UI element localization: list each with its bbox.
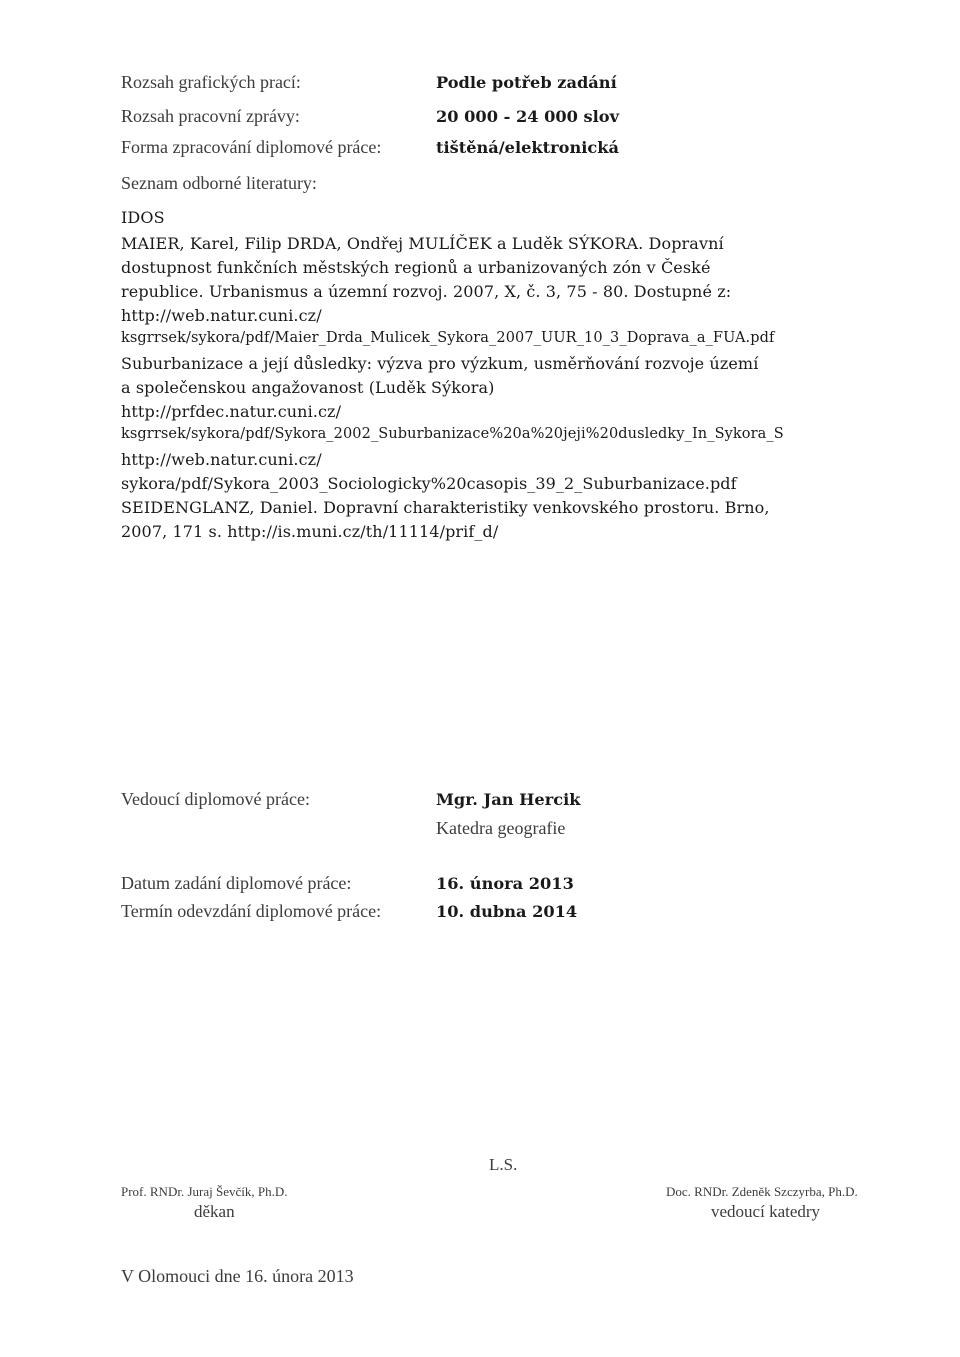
due-date-value: 10. dubna 2014 xyxy=(436,902,578,921)
dean-role: děkan xyxy=(194,1202,235,1221)
literature-label: Seznam odborné literatury: xyxy=(121,173,317,193)
due-date-label: Termín odevzdání diplomové práce: xyxy=(121,901,382,921)
bibliography-line: http://prfdec.natur.cuni.cz/ xyxy=(121,402,342,421)
head-name: Doc. RNDr. Zdeněk Szczyrba, Ph.D. xyxy=(666,1184,858,1199)
bibliography-line: http://web.natur.cuni.cz/ xyxy=(121,450,322,469)
bibliography-line: SEIDENGLANZ, Daniel. Dopravní charakteristiky venkovského prostoru. Brno, xyxy=(121,498,770,517)
report-scope-label: Rozsah pracovní zprávy: xyxy=(121,106,300,126)
bibliography-line: IDOS xyxy=(121,208,165,227)
bibliography-line: republice. Urbanismus a územní rozvoj. 2007, X, č. 3, 75 - 80. Dostupné z: xyxy=(121,282,732,301)
bibliography-line: a společenskou angažovanost (Luděk Sýkora) xyxy=(121,378,495,397)
dean-name: Prof. RNDr. Juraj Ševčík, Ph.D. xyxy=(121,1184,288,1199)
bibliography-line: sykora/pdf/Sykora_2003_Sociologicky%20casopis_39_2_Suburbanizace.pdf xyxy=(121,474,737,493)
bibliography-line: MAIER, Karel, Filip DRDA, Ondřej MULÍČEK a Luděk SÝKORA. Dopravní xyxy=(121,234,724,253)
supervisor-department: Katedra geografie xyxy=(436,818,566,838)
supervisor-name: Mgr. Jan Hercik xyxy=(436,790,581,809)
bibliography-line: dostupnost funkčních městských regionů a urbanizovaných zón v České xyxy=(121,258,711,277)
thesis-form-value: tištěná/elektronická xyxy=(436,138,619,157)
head-role: vedoucí katedry xyxy=(711,1202,821,1221)
bibliography-line: http://web.natur.cuni.cz/ xyxy=(121,306,322,325)
place-date: V Olomouci dne 16. února 2013 xyxy=(121,1266,354,1286)
graphics-scope-label: Rozsah grafických prací: xyxy=(121,72,301,92)
assigned-date-value: 16. února 2013 xyxy=(436,874,574,893)
bibliography-line: 2007, 171 s. http://is.muni.cz/th/11114/prif_d/ xyxy=(121,522,499,541)
graphics-scope-value: Podle potřeb zadání xyxy=(436,73,617,92)
report-scope-value: 20 000 - 24 000 slov xyxy=(436,107,619,126)
thesis-form-label: Forma zpracování diplomové práce: xyxy=(121,137,382,157)
supervisor-label: Vedoucí diplomové práce: xyxy=(121,789,310,809)
bibliography-line: ksgrrsek/sykora/pdf/Maier_Drda_Mulicek_Sykora_2007_UUR_10_3_Doprava_a_FUA.pdf xyxy=(121,330,775,346)
seal-mark: L.S. xyxy=(489,1155,518,1174)
assigned-date-label: Datum zadání diplomové práce: xyxy=(121,873,352,893)
bibliography-line: Suburbanizace a její důsledky: výzva pro výzkum, usměrňování rozvoje území xyxy=(121,354,759,373)
bibliography-line: ksgrrsek/sykora/pdf/Sykora_2002_Suburbanizace%20a%20jeji%20dusledky_In_Sykora_S xyxy=(121,426,784,442)
